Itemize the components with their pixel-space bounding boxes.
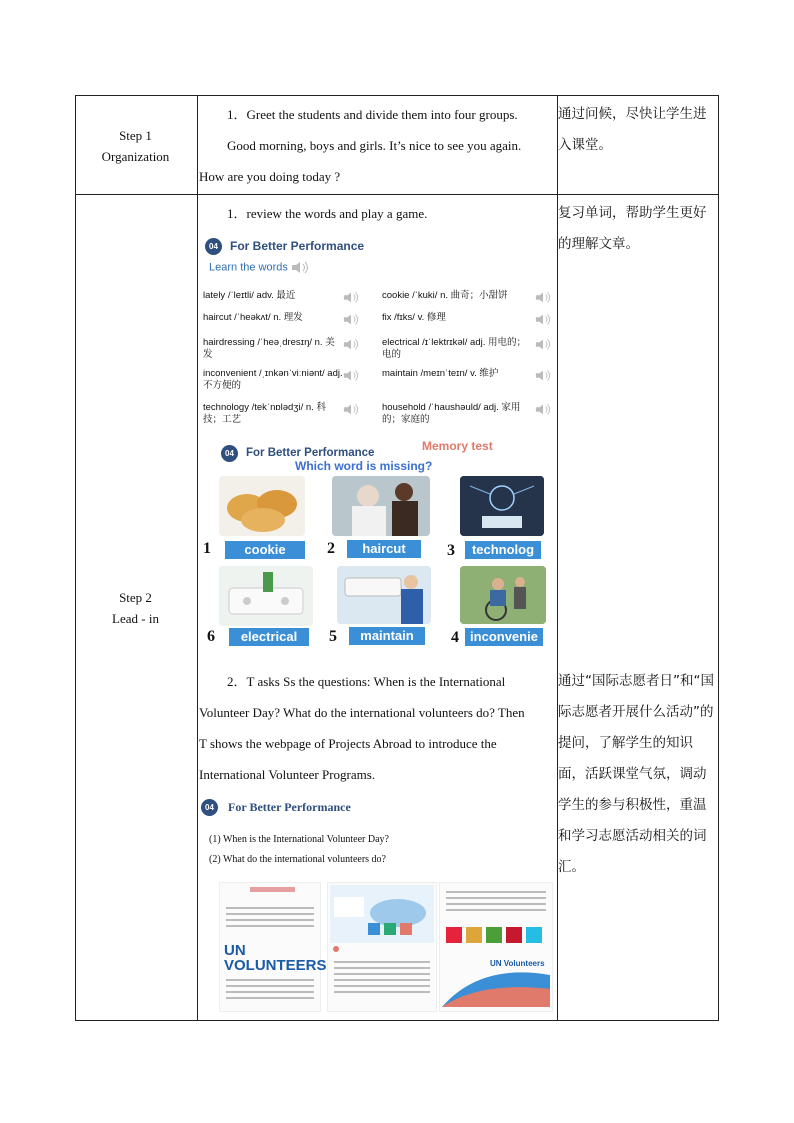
speaker-icon[interactable] [343,313,357,325]
haircut-drawing [332,476,430,536]
learn-words-label: Learn the words [209,261,288,274]
cookie-image [219,476,305,536]
missing-word-question: Which word is missing? [295,459,433,473]
step1-line1: 1．Greet the students and divide them into four groups. [227,107,518,122]
slide-header [205,237,364,255]
word-label: inconvenie [465,628,543,646]
aircon-repair-image [337,566,431,624]
step2-task2-line2: Volunteer Day? What do the international volunteers do? Then [199,705,525,720]
webpage-thumbnail-3 [439,882,553,1012]
slide-header [201,798,351,816]
step2-task1: 1．review the words and play a game. [227,206,428,221]
speaker-icon[interactable] [535,313,549,325]
vocab-word: hairdressing /ˈheəˌdresɪŋ/ n. 美发 [203,337,335,360]
step1-line2: Good morning, boys and girls. It’s nice to see you again. [227,138,522,153]
webpage-thumbnail-2 [327,882,437,1012]
item-number: 2 [327,540,335,557]
volunteer-slide [199,794,555,1016]
step1-title: Step 1 [119,128,152,143]
column-divider [197,96,198,1020]
vocab-word: cookie /ˈkuki/ n. 曲奇；小甜饼 [382,290,508,301]
step2-label [75,587,196,629]
cookie-drawing [219,476,305,536]
vocab-word: haircut /ˈheəkʌt/ n. 理发 [203,312,303,323]
technology-image [460,476,544,536]
socket-image [219,566,313,626]
step2-note1: 复习单词，帮助学生更好的理解文章。 [558,205,707,252]
section-badge: 04 [201,799,218,816]
step1-line3: How are you doing today ? [199,169,341,184]
word-label: haircut [347,540,421,558]
speaker-icon [291,261,309,274]
speaker-icon[interactable] [343,291,357,303]
slide-subtitle [209,261,309,274]
step2-title: Step 2 [119,590,152,605]
word-label: electrical [229,628,309,646]
step1-note: 通过问候，尽快让学生进入课堂。 [558,106,707,153]
memory-test-label: Memory test [422,439,493,453]
speaker-icon[interactable] [343,338,357,350]
step1-label [75,125,196,167]
vocab-word: inconvenient /ˌɪnkənˈviːniənt/ adj. 不方便的 [203,368,343,391]
row-divider [76,194,718,195]
speaker-icon[interactable] [343,369,357,381]
question-1: (1) When is the International Volunteer Day? [209,834,389,845]
step2-task2-line3: T shows the webpage of Projects Abroad to introduce the [199,736,497,751]
step2-task2-line4: International Volunteer Programs. [199,767,376,782]
step2-subtitle: Lead - in [112,611,159,626]
technology-drawing [460,476,544,536]
vocab-word: maintain /meɪnˈteɪn/ v. 维护 [382,368,499,379]
wheelchair-image [460,566,546,624]
speaker-icon[interactable] [535,369,549,381]
slide-title: For Better Performance [230,239,365,254]
speaker-icon[interactable] [535,338,549,350]
step2-task2-line1: 2．T asks Ss the questions: When is the International [227,674,506,689]
vocabulary-slide [199,232,555,428]
vocab-word: household /ˈhaushəuld/ adj. 家用的；家庭的 [382,402,521,425]
webpage-sdg-graphic [440,883,552,1011]
slide-title: For Better Performance [246,447,375,460]
item-number: 5 [329,628,337,645]
vocab-word: electrical /ɪˈlektrɪkəl/ adj. 用电的；电的 [382,337,527,360]
item-number: 4 [451,629,459,646]
speaker-icon[interactable] [535,291,549,303]
vocab-word: lately /ˈleɪtli/ adv. 最近 [203,290,296,301]
aircon-drawing [337,566,431,624]
socket-drawing [219,566,313,626]
word-label: maintain [349,627,425,645]
item-number: 6 [207,628,215,645]
memory-test-slide [199,436,555,650]
section-badge: 04 [221,445,238,462]
wheelchair-drawing [460,566,546,624]
item-number: 3 [447,542,455,559]
word-label: cookie [225,541,305,559]
word-label: technolog [465,541,541,559]
item-number: 1 [203,540,211,557]
question-2: (2) What do the international volunteers do? [209,854,386,865]
un-volunteers-badge: UN Volunteers [490,959,545,968]
webpage-infographic [328,883,436,1011]
vocab-word: fix /fɪks/ v. 修理 [382,312,446,323]
section-badge: 04 [205,238,222,255]
haircut-image [332,476,430,536]
speaker-icon[interactable] [535,403,549,415]
step2-note2: 通过“国际志愿者日”和“国际志愿者开展什么活动”的提问，了解学生的知识面，活跃课堂气氛，调动学生的参与积极性，重温和学习志愿活动相关的词汇。 [558,673,714,875]
vocab-word: technology /tekˈnɒlədʒi/ n. 科技；工艺 [203,402,326,425]
un-volunteers-logo: UN VOLUNTEERS [224,942,327,974]
speaker-icon[interactable] [343,403,357,415]
webpage-thumbnail-1 [219,882,327,1012]
step1-subtitle: Organization [101,149,170,164]
slide-title: For Better Performance [228,799,351,814]
